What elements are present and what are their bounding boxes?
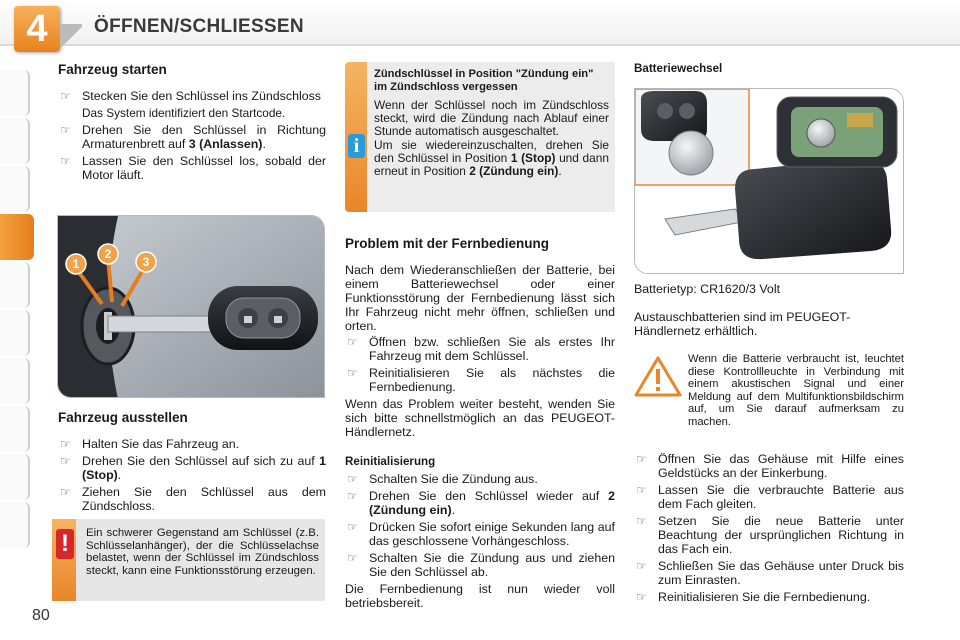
battery-step-5: ☞ Reinitialisieren Sie die Fernbedienung. — [634, 590, 904, 604]
ignition-illustration — [58, 216, 325, 398]
chapter-tab[interactable] — [0, 70, 30, 116]
remote-problem-heading: Problem mit der Fernbedienung — [345, 236, 550, 251]
remote-problem-section — [345, 236, 615, 612]
remote-problem-step-1: ☞ Öffnen bzw. schließen Sie als erstes Ihr Fahrzeug mit dem Schlüssel. — [345, 335, 615, 363]
ignition-key-photo — [57, 215, 325, 398]
chapter-number-badge: 4 — [14, 6, 60, 52]
info-paragraph-1: Wenn der Schlüssel noch im Zündschloss steckt, wird die Zündung nach Ablauf einer Stunde automatisch ausgeschaltet. — [374, 98, 609, 139]
ignition-label-1: 1 — [72, 257, 80, 271]
info-box — [345, 62, 615, 212]
warning-box — [52, 519, 325, 601]
start-section — [58, 62, 326, 185]
reinit-step-4: ☞ Schalten Sie die Zündung aus und ziehen Sie den Schlüssel ab. — [345, 551, 615, 579]
battery-heading-wrap — [634, 62, 904, 75]
battery-low-caution: Wenn die Batterie verbraucht ist, leuchtet diese Kontrollleuchte in Verbindung mit einem akustischen Signal und einer Meldung auf dem Multifunktionsbildschirm auf, um Sie darauf aufmerksam zu machen. — [688, 353, 904, 428]
start-heading: Fahrzeug starten — [58, 62, 167, 77]
battery-steps — [634, 452, 904, 607]
chapter-tab[interactable] — [0, 262, 30, 308]
chapter-tab[interactable] — [0, 166, 30, 212]
stop-step-3: ☞ Ziehen Sie den Schlüssel aus dem Zündschloss. — [58, 485, 326, 513]
chapter-tab[interactable] — [0, 358, 30, 404]
stop-step-1: ☞ Halten Sie das Fahrzeug an. — [58, 437, 326, 451]
exclamation-icon: ! — [56, 529, 74, 559]
chapter-tab-active[interactable] — [0, 214, 34, 260]
battery-step-4: ☞ Schließen Sie das Gehäuse unter Druck bis zum Einrasten. — [634, 559, 904, 587]
remote-problem-intro: Nach dem Wiederanschließen der Batterie, bei einem Batteriewechsel oder einer Funktionsstörung der Fernbedienung lässt sich Ihr Fahrzeug nicht mehr öffnen, schließen und orten. — [345, 263, 615, 333]
caution-triangle-icon — [634, 355, 682, 397]
stop-section — [58, 410, 326, 516]
remote-problem-step-2: ☞ Reinitialisieren Sie als nächstes die Fernbedienung. — [345, 366, 615, 394]
stop-heading: Fahrzeug ausstellen — [58, 410, 188, 425]
page-number: 80 — [32, 607, 50, 624]
remote-problem-outro: Wenn das Problem weiter besteht, wenden Sie sich bitte schnellstmöglich an das PEUGEOT-Händlernetz. — [345, 397, 615, 439]
battery-step-3: ☞ Setzen Sie die neue Batterie unter Beachtung der ursprünglichen Richtung in das Fach ein. — [634, 514, 904, 556]
battery-illustration — [635, 89, 904, 274]
reinit-step-1: ☞ Schalten Sie die Zündung aus. — [345, 472, 615, 486]
start-step-3: ☞ Lassen Sie den Schlüssel los, sobald der Motor läuft. — [58, 154, 326, 182]
info-icon: i — [348, 134, 365, 158]
battery-step-1: ☞ Öffnen Sie das Gehäuse mit Hilfe eines Geldstücks an der Einkerbung. — [634, 452, 904, 480]
chapter-tab[interactable] — [0, 454, 30, 500]
battery-step-2: ☞ Lassen Sie die verbrauchte Batterie aus dem Fach gleiten. — [634, 483, 904, 511]
reinit-step-2: ☞ Drehen Sie den Schlüssel wieder auf 2 (Zündung ein). — [345, 489, 615, 517]
info-title: Zündschlüssel in Position "Zündung ein" im Zündschloss vergessen — [374, 68, 594, 93]
info-content — [367, 62, 615, 212]
page-title: ÖFFNEN/SCHLIESSEN — [94, 16, 304, 37]
chapter-tab[interactable] — [0, 310, 30, 356]
battery-availability: Austauschbatterien sind im PEUGEOT-Händlernetz erhältlich. — [634, 310, 851, 338]
stop-step-2: ☞ Drehen Sie den Schlüssel auf sich zu auf 1 (Stop). — [58, 454, 326, 482]
start-step-2: ☞ Drehen Sie den Schlüssel in Richtung Armaturenbrett auf 3 (Anlassen). — [58, 123, 326, 151]
chapter-tab[interactable] — [0, 406, 30, 452]
start-step-1: ☞ Stecken Sie den Schlüssel ins Zündschloss — [58, 89, 326, 103]
warning-text: Ein schwerer Gegenstand am Schlüssel (z.B. Schlüsselanhänger), der die Schlüsselachse belastet, wenn der Schlüssel im Zündschloss steckt, kann eine Funktionsstörung erzeugen. — [76, 519, 325, 601]
start-note: Das System identifiziert den Startcode. — [82, 106, 286, 120]
reinit-step-3: ☞ Drücken Sie sofort einige Sekunden lang auf das geschlossene Vorhängeschloss. — [345, 520, 615, 548]
ignition-label-3: 3 — [142, 255, 150, 269]
battery-heading: Batteriewechsel — [634, 62, 723, 75]
reinit-outro: Die Fernbedienung ist nun wieder voll betriebsbereit. — [345, 582, 615, 610]
chapter-tab[interactable] — [0, 502, 30, 548]
battery-photo — [634, 88, 904, 274]
reinit-heading: Reinitialisierung — [345, 455, 436, 468]
battery-info — [634, 282, 904, 340]
battery-type: Batterietyp: CR1620/3 Volt — [634, 282, 781, 296]
info-paragraph-2: Um sie wiedereinzuschalten, drehen Sie den Schlüssel in Position 1 (Stop) und dann erneut in Position 2 (Zündung ein). — [374, 137, 610, 179]
chapter-tab[interactable] — [0, 118, 30, 164]
ignition-label-2: 2 — [104, 247, 112, 261]
